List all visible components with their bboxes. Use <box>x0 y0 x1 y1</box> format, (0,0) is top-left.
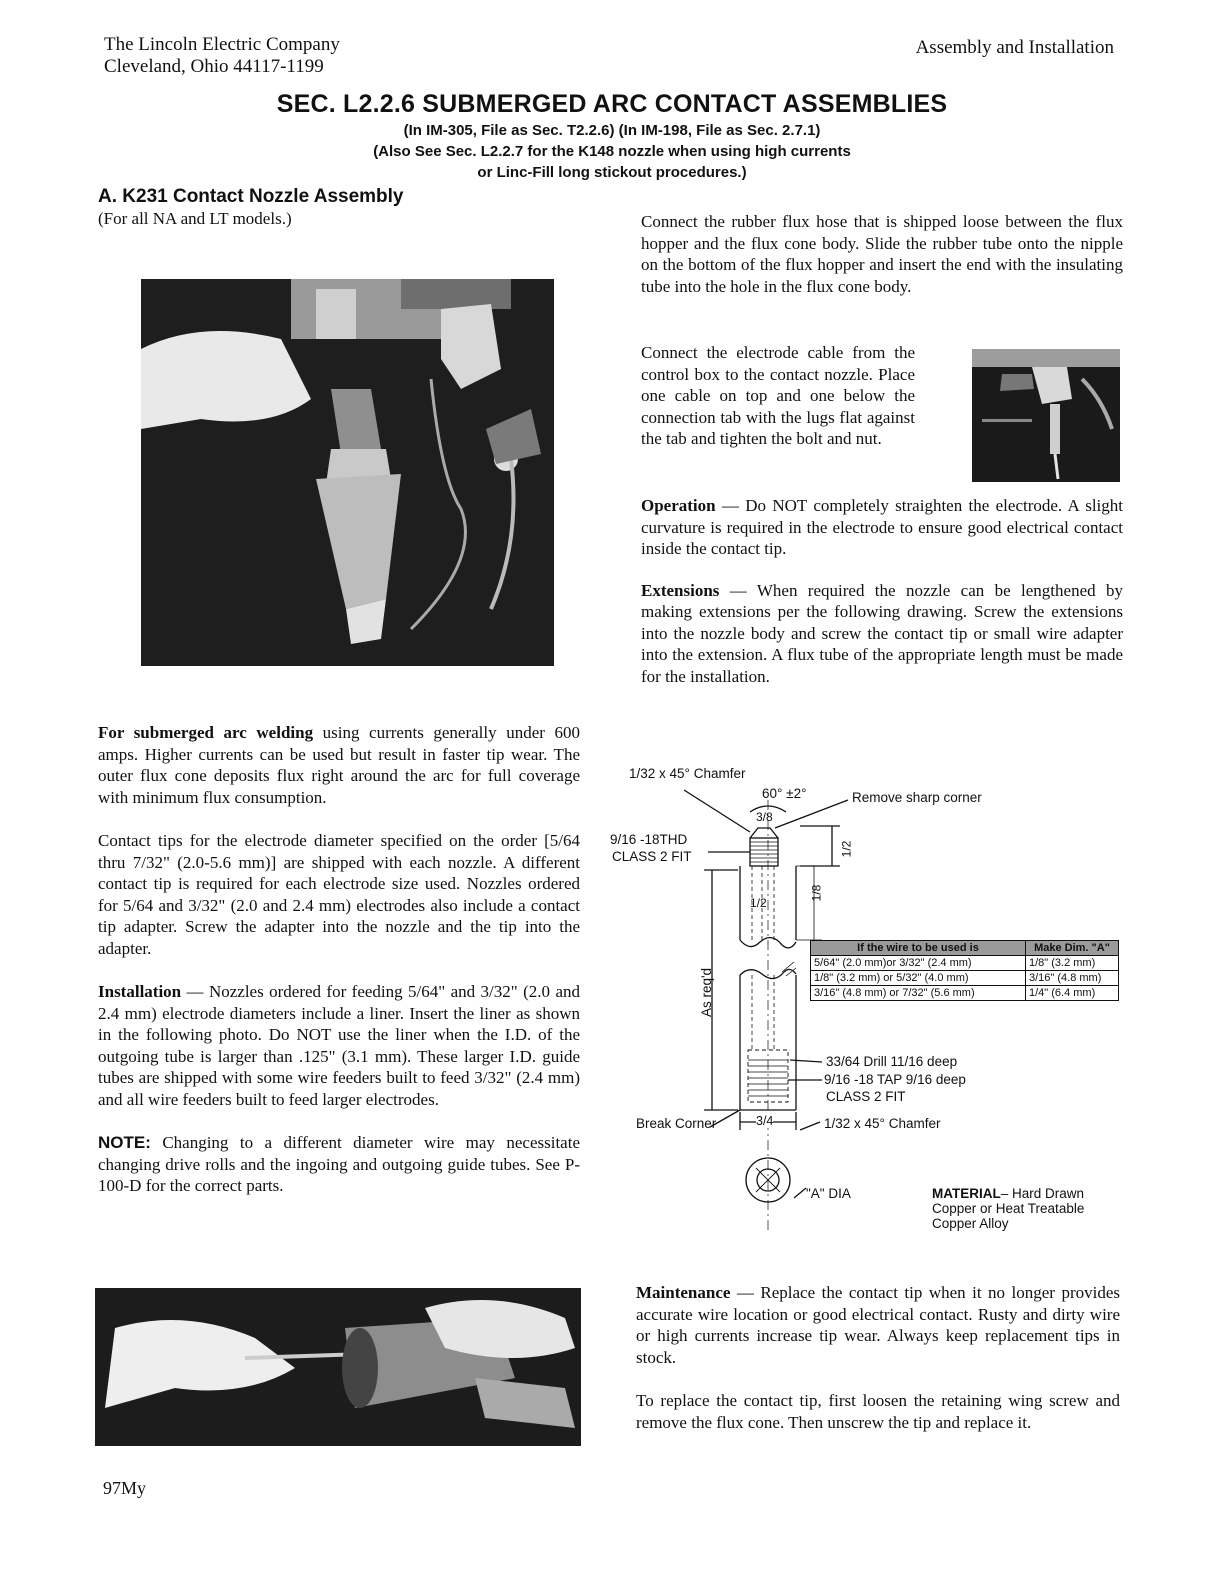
submerged-arc-lead: For submerged arc welding <box>98 723 314 742</box>
page-title: SEC. L2.2.6 SUBMERGED ARC CONTACT ASSEMBLIES <box>276 90 948 118</box>
remove-sharp-corner-label: Remove sharp corner <box>852 790 982 805</box>
nozzle-assembly-photo <box>141 279 554 666</box>
operation-text: — Do NOT completely straighten the electrode. A slight curvature is required in the electrode to ensure good electrical contact inside the contact tip. <box>641 496 1123 558</box>
footer-code: 97My <box>103 1478 147 1498</box>
section-label: Assembly and Installation <box>915 37 1114 58</box>
drill-spec-label: 33/64 Drill 11/16 deep <box>826 1054 958 1069</box>
tap-spec-label: 9/16 -18 TAP 9/16 deep <box>824 1072 966 1087</box>
thread-class-label: CLASS 2 FIT <box>612 849 692 864</box>
cable-photo-illustration <box>972 349 1120 482</box>
eighth-inch-label: 1/8 <box>809 884 824 902</box>
maintenance-block <box>636 1282 1120 1433</box>
note-lead: NOTE: <box>98 1133 151 1152</box>
table-cell: 1/4" (6.4 mm) <box>1026 986 1119 1001</box>
a-dia-label: "A" DIA <box>806 1186 851 1201</box>
company-address: Cleveland, Ohio 44117-1199 <box>104 56 324 77</box>
maintenance-paragraph <box>636 1282 1120 1368</box>
table-header-dim: Make Dim. "A" <box>1026 941 1119 956</box>
subtitle-block <box>0 120 1224 183</box>
table-cell: 3/16" (4.8 mm) or 7/32" (5.6 mm) <box>811 986 1026 1001</box>
as-required-label: As req'd <box>699 967 715 1018</box>
liner-photo-illustration <box>95 1288 581 1446</box>
electrode-cable-block <box>641 342 915 450</box>
subtitle-line: or Linc-Fill long stickout procedures.) <box>477 164 747 181</box>
three-quarter-label: 3/4 <box>756 1114 774 1128</box>
tap-class-label: CLASS 2 FIT <box>826 1089 906 1104</box>
material-note <box>932 1186 1122 1231</box>
replace-tip-paragraph: To replace the contact tip, first loosen the retaining wing screw and remove the flux cone. Then unscrew the tip and replace it. <box>636 1391 1120 1432</box>
subtitle-line: (Also See Sec. L2.2.7 for the K148 nozzle when using high currents <box>373 143 851 160</box>
flux-hose-paragraph: Connect the rubber flux hose that is shipped loose between the flux hopper and the flux cone body. Slide the rubber tube onto the nipple on the bottom of the flux hopper and insert the end with the insulating tube into the hole in the flux cone body. <box>641 212 1123 296</box>
three-eighths-label: 3/8 <box>756 810 773 824</box>
angle-label: 60° ±2° <box>762 786 807 801</box>
operation-lead: Operation <box>641 496 716 515</box>
chamfer-top-label: 1/32 x 45° Chamfer <box>629 766 746 781</box>
electrode-cable-paragraph: Connect the electrode cable from the control box to the contact nozzle. Place one cable on top and one below the connection tab with the lugs flat against the tab and tighten the bolt and nut. <box>641 343 915 448</box>
half-inch-label-a: 1/2 <box>839 840 854 858</box>
maintenance-lead: Maintenance <box>636 1283 731 1302</box>
note-text: Changing to a different diameter wire may necessitate changing drive rolls and the ingoing and outgoing guide tubes. See P-100-D for the correct parts. <box>98 1133 580 1195</box>
operation-paragraph <box>641 495 1123 560</box>
table-cell: 1/8" (3.2 mm) <box>1026 956 1119 971</box>
cable-connection-photo <box>972 349 1120 482</box>
liner-insertion-photo <box>95 1288 581 1446</box>
material-text: – Hard Drawn Copper or Heat Treatable Copper Alloy <box>932 1186 1085 1231</box>
section-a-heading: A. K231 Contact Nozzle Assembly <box>98 186 404 207</box>
flux-hose-block <box>641 211 1123 297</box>
extensions-paragraph <box>641 580 1123 688</box>
table-cell: 1/8" (3.2 mm) or 5/32" (4.0 mm) <box>811 971 1026 986</box>
table-row <box>811 971 1119 986</box>
submerged-arc-paragraph <box>98 722 580 808</box>
extensions-lead: Extensions <box>641 580 720 600</box>
installation-text: — Nozzles ordered for feeding 5/64" and 3/32" (2.0 and 2.4 mm) electrode diameters include a liner. Insert the liner as shown in the following photo. Do NOT use the liner when the I.D. of the outgoing tube is larger than .125" (3.1 mm). These larger I.D. guide tubes are shipped with some wire feeders built to feed 3/32" (2.4 mm) and all wire feeders built to feed larger electrodes. <box>98 982 580 1109</box>
table-cell: 3/16" (4.8 mm) <box>1026 971 1119 986</box>
left-column <box>98 722 580 1197</box>
installation-paragraph <box>98 981 580 1110</box>
table-row <box>811 956 1119 971</box>
subtitle-line: (In IM-305, File as Sec. T2.2.6) (In IM-198, File as Sec. 2.7.1) <box>403 122 821 139</box>
maintenance-text: — Replace the contact tip when it no longer provides accurate wire location or good electrical contact. Rusty and dirty wire or high currents increase tip wear. Always keep replacement tips in stock. <box>636 1283 1120 1367</box>
chamfer-bottom-label: 1/32 x 45° Chamfer <box>824 1116 941 1131</box>
table-row <box>811 986 1119 1001</box>
section-a-note: (For all NA and LT models.) <box>98 209 292 228</box>
table-header-wire: If the wire to be used is <box>811 941 1026 956</box>
submerged-arc-text: using currents generally under 600 amps. Higher currents can be used but result in faster tip wear. The outer flux cone deposits flux right around the arc for full coverage with minimum flux consumption. <box>98 723 580 807</box>
half-inch-label-b: 1/2 <box>750 896 767 910</box>
wire-size-table <box>810 940 1119 1001</box>
table-header-row <box>811 941 1119 956</box>
table-cell: 5/64" (2.0 mm)or 3/32" (2.4 mm) <box>811 956 1026 971</box>
note-paragraph <box>98 1132 580 1197</box>
thread-spec-label: 9/16 -18THD <box>610 832 688 847</box>
material-lead: MATERIAL <box>932 1186 1001 1201</box>
break-corner-label: Break Corner <box>636 1116 717 1131</box>
nozzle-photo-illustration <box>141 279 554 666</box>
contact-tips-paragraph: Contact tips for the electrode diameter specified on the order [5/64 thru 7/32" (2.0-5.6 mm)] are shipped with each nozzle. A different contact tip is required for each electrode size used. Nozzles ordered for 5/64 and 3/32" (2.0 and 2.4 mm) electrodes also include a contact tip adapter. Screw the adapter into the nozzle and the tip into the adapter. <box>98 831 580 958</box>
extensions-text: — When required the nozzle can be lengthened by making extensions per the following drawing. Screw the extensions into the nozzle body and screw the contact tip or small wire adapter into the extension. A flux tube of the appropriate length must be made for the installation. <box>641 580 1123 686</box>
operation-extensions-block <box>641 495 1123 687</box>
installation-lead: Installation <box>98 982 182 1001</box>
wire-size-table-container <box>810 940 1119 1001</box>
company-name: The Lincoln Electric Company <box>104 34 340 55</box>
